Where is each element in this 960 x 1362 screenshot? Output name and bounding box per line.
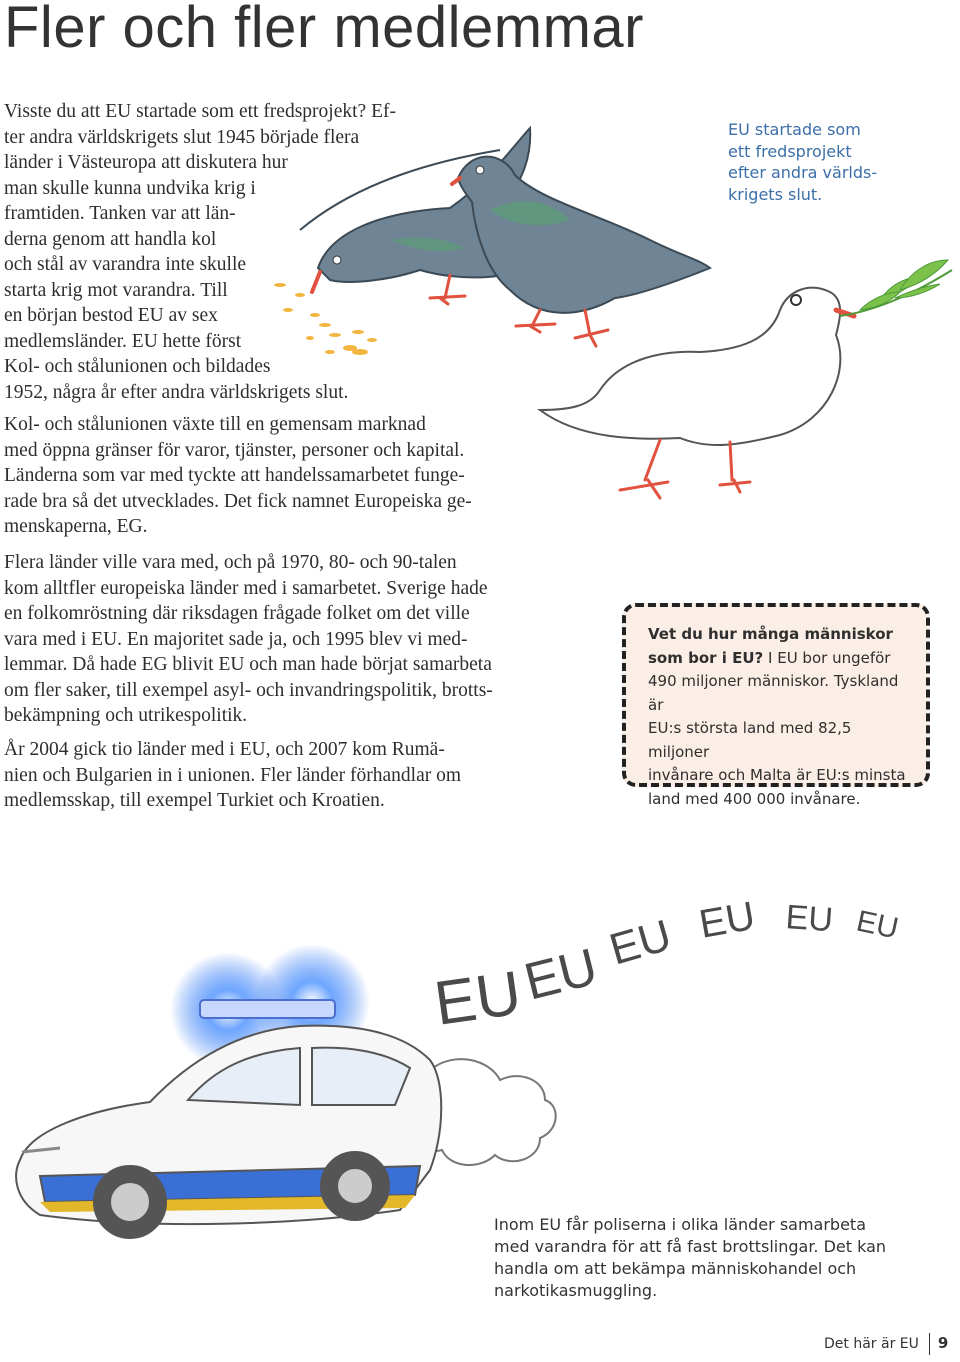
pigeons-and-dove-illustration [240,120,960,520]
caption-line: efter andra världs- [728,163,878,182]
caption-line: handla om att bekämpa människohandel och [494,1259,857,1278]
text-line: en början bestod EU av sex [4,305,218,326]
text-line: med öppna gränser för varor, tjänster, personer och kapital. [4,439,465,461]
police-car-icon [16,1026,441,1238]
fact-box [622,603,930,808]
caption-line: krigets slut. [728,184,823,204]
text-line: menskaperna, EG. [4,516,148,537]
fact-line: land med 400 000 invånare. [648,789,861,808]
text-line: Visste du att EU startade som ett fredsprojekt? Ef- [4,101,396,122]
siren-word: EU [518,937,604,1012]
text-line: starta krig mot varandra. Till [4,279,228,301]
fact-line: 490 miljoner människor. Tyskland är [648,672,899,714]
caption-line: Inom EU får poliserna i olika länder samarbeta [494,1215,866,1234]
text-line: medlemsskap, till exempel Turkiet och Kroatien. [4,790,385,811]
text-line: lemmar. Då hade EG blivit EU och man hade börjat samarbeta [4,654,492,675]
enlargement-paragraph [4,737,461,814]
text-line: framtiden. Tanken var att län- [4,203,236,224]
text-line: vara med i EU. En majoritet sade ja, och 1995 blev vi med- [4,628,468,650]
siren-word: EU [604,910,677,975]
caption-line: med varandra för att få fast brottslingar. Det kan [494,1237,887,1256]
page-footer [824,1333,948,1355]
text-line: medlemsländer. EU hette först [4,330,242,352]
siren-word: EU [695,893,759,947]
text-line: nien och Bulgarien in i unionen. Fler länder förhandlar om [4,764,462,786]
text-line: 1952, några år efter andra världskrigets slut. [4,381,349,403]
text-line: Flera länder ville vara med, och på 1970, 80- och 90-talen [4,552,457,573]
siren-word: EU [784,898,835,940]
fact-answer: I EU bor ungeför [763,648,891,667]
membership-paragraph [4,550,493,729]
text-line: en folkomröstning där riksdagen frågade folket om det ville [4,603,470,624]
text-line: länder i Västeuropa att diskutera hur [4,152,288,173]
footer-divider [929,1333,930,1355]
text-line: om fler saker, till exempel asyl- och invandringspolitik, brotts- [4,679,493,701]
fact-question: Vet du hur många människor [648,625,893,643]
text-line: och stål av varandra inte skulle [4,254,247,275]
fact-line: EU:s största land med 82,5 miljoner [648,719,852,761]
fact-line [648,623,916,647]
siren-word: EU [853,904,902,946]
text-line: kom alltfler europeiska länder med i samarbetet. Sverige hade [4,577,488,599]
caption-line: narkotikasmuggling. [494,1281,658,1300]
text-line: ter andra världskrigets slut 1945 började flera [4,126,360,148]
text-line: Kol- och stålunionen växte till en gemensam marknad [4,414,426,435]
fact-line: invånare och Malta är EU:s minsta [648,766,906,784]
siren-word: EU [430,958,526,1039]
publication-title: Det här är EU [824,1336,919,1352]
page-title: Fler och fler medlemmar [4,0,644,60]
fact-question: som bor i EU? [648,648,764,667]
page-number: 9 [937,1334,949,1352]
text-line: rade bra så det utvecklades. Det fick namnet Europeiska ge- [4,490,472,512]
text-line: bekämpning och utrikespolitik. [4,705,248,726]
caption-line: ett fredsprojekt [728,141,852,161]
fact-line [648,647,916,671]
text-line: man skulle kunna undvika krig i [4,177,256,199]
police-caption [494,1214,886,1302]
text-line: derna genom att handla kol [4,228,217,250]
text-line: År 2004 gick tio länder med i EU, och 2007 kom Rumä- [4,739,445,760]
text-line: Länderna som var med tyckte att handelssamarbetet funge- [4,465,465,486]
caption-line: EU startade som [728,120,861,139]
text-line: Kol- och stålunionen och bildades [4,356,271,377]
grain-icon [274,283,377,355]
